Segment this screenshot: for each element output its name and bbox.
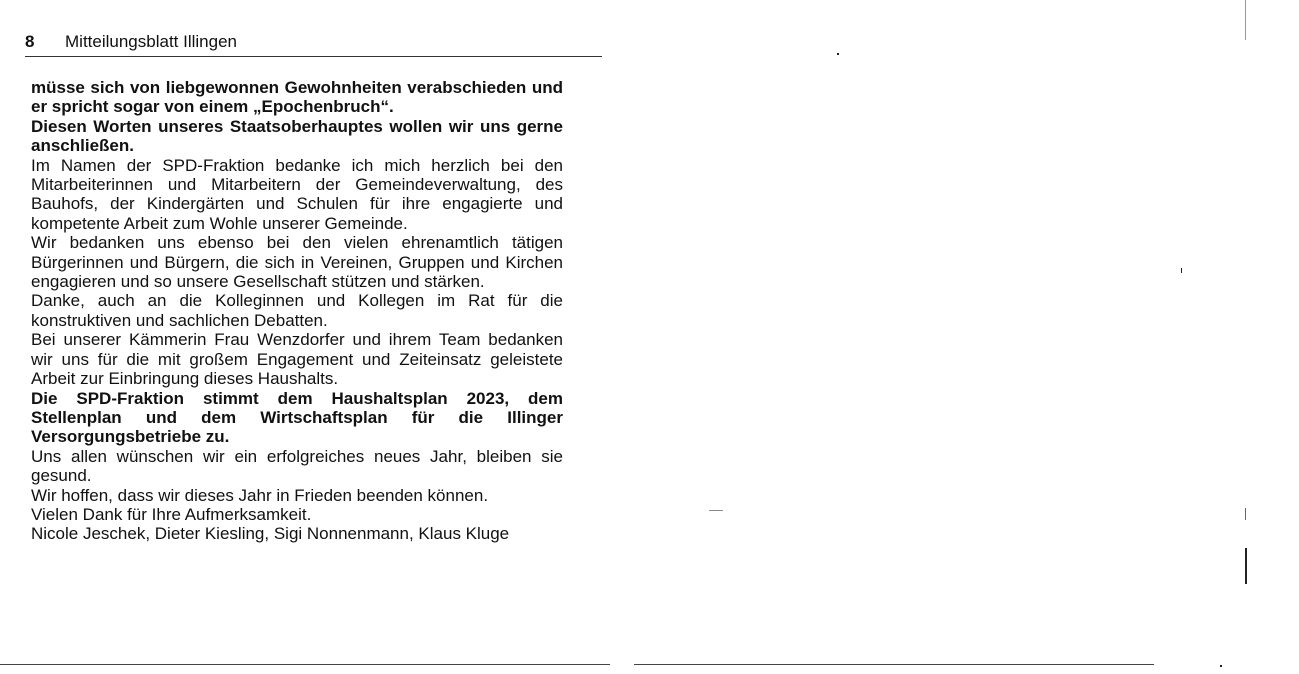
article-paragraph: Vielen Dank für Ihre Aufmerksamkeit. bbox=[31, 504, 312, 524]
article-paragraph: Die SPD-Fraktion stimmt dem Haushaltsplan 2023, dem Stellenplan und dem Wirtschaftsplan für die Illinger Versorgungsbetriebe zu. bbox=[31, 388, 563, 447]
article-body bbox=[31, 78, 563, 544]
scan-speck bbox=[1181, 268, 1182, 273]
article-paragraph: müsse sich von liebgewonnen Gewohnheiten verabschieden und er spricht sogar von einem „Epochenbruch“. bbox=[31, 78, 563, 117]
scan-speck bbox=[709, 510, 723, 511]
scan-edge-mark bbox=[1245, 0, 1246, 40]
article-signatures: Nicole Jeschek, Dieter Kiesling, Sigi Nonnenmann, Klaus Kluge bbox=[31, 524, 510, 544]
scan-edge-mark bbox=[1245, 508, 1246, 520]
article-paragraph: Im Namen der SPD-Fraktion bedanke ich mich herzlich bei den Mitarbeiterinnen und Mitarbeitern der Gemeindeverwaltung, des Bauhofs, der Kindergärten und Schulen für ihre engagierte und kompetente Arbeit zum Wohle unserer Gemeinde. bbox=[31, 155, 563, 233]
footer-rule bbox=[634, 664, 1154, 665]
scan-speck bbox=[837, 53, 839, 55]
article-paragraph: Danke, auch an die Kolleginnen und Kollegen im Rat für die konstruktiven und sachlichen Debatten. bbox=[31, 291, 563, 330]
article-paragraph: Wir bedanken uns ebenso bei den vielen ehrenamtlich tätigen Bürgerinnen und Bürgern, die sich in Vereinen, Gruppen und Kirchen engagieren und so unsere Gesellschaft stützen und stärken. bbox=[31, 233, 563, 292]
scan-speck bbox=[1220, 665, 1222, 667]
article-paragraph: Diesen Worten unseres Staatsoberhauptes wollen wir uns gerne anschließen. bbox=[31, 116, 563, 156]
footer-rule bbox=[0, 664, 610, 665]
article-paragraph: Uns allen wünschen wir ein erfolgreiches neues Jahr, bleiben sie gesund. bbox=[31, 446, 563, 486]
page-header bbox=[25, 32, 602, 57]
page-number: 8 bbox=[25, 32, 35, 51]
article-paragraph: Bei unserer Kämmerin Frau Wenzdorfer und ihrem Team bedanken wir uns für die mit großem Engagement und Zeiteinsatz geleistete Arbeit zur Einbringung dieses Haushalts. bbox=[31, 330, 563, 389]
scan-edge-mark bbox=[1245, 548, 1247, 584]
publication-title: Mitteilungsblatt Illingen bbox=[65, 32, 237, 51]
article-paragraph: Wir hoffen, dass wir dieses Jahr in Frieden beenden können. bbox=[31, 485, 489, 505]
